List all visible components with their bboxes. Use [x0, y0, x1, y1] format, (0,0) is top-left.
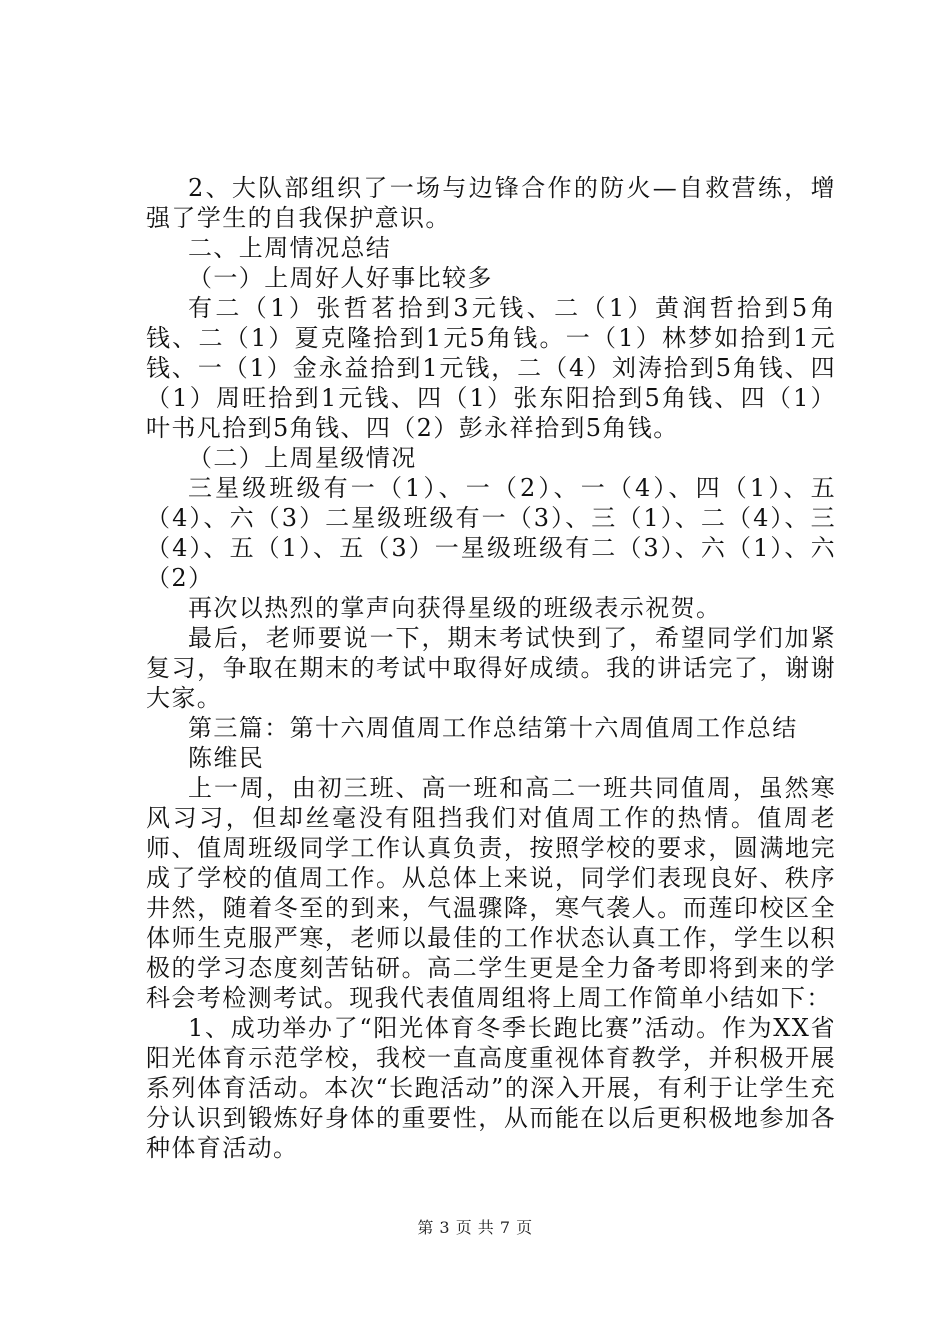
paragraph-congratulations: 再次以热烈的掌声向获得星级的班级表示祝贺。: [188, 594, 722, 622]
paragraph-winter-running-event: 1、成功举办了“阳光体育冬季长跑比赛”活动。作为XX省阳光体育示范学校，我校一直高度重视体育教学，并积极开展系列体育活动。本次“长跑活动”的深入开展，有利于让学生充分认识到锻炼好身体的重要性，从而能在以后更积极地参加各种体育活动。: [146, 1014, 836, 1162]
article-title-third: 第三篇：第十六周值周工作总结第十六周值周工作总结: [188, 714, 798, 742]
paragraph-star-ratings-list: 三星级班级有一（1）、一（2）、一（4）、四（1）、五（4）、六（3）二星级班级有一（3）、三（1）、二（4）、三（4）、五（1）、五（3）一星级班级有二（3）、六（1）、六（2）: [146, 474, 836, 592]
subheading-star-ratings: （二）上周星级情况: [188, 444, 417, 472]
subheading-good-deeds: （一）上周好人好事比较多: [188, 264, 493, 292]
paragraph-good-deeds-list: 有二（1）张哲茗拾到3元钱、二（1）黄润哲拾到5角钱、二（1）夏克隆拾到1元5角钱。一（1）林梦如拾到1元钱、一（1）金永益拾到1元钱，二（4）刘涛拾到5角钱、四（1）周旺拾到1元钱、四（1）张东阳拾到5角钱、四（1）叶书凡拾到5角钱、四（2）彭永祥拾到5角钱。: [146, 294, 836, 442]
paragraph-closing-remarks: 最后，老师要说一下，期末考试快到了，希望同学们加紧复习，争取在期末的考试中取得好成绩。我的讲话完了，谢谢大家。: [146, 624, 836, 712]
article-author: 陈维民: [188, 744, 265, 772]
document-body: [146, 173, 836, 1163]
paragraph-weekly-duty-summary: 上一周，由初三班、高一班和高二一班共同值周，虽然寒风习习，但却丝毫没有阻挡我们对值周工作的热情。值周老师、值周班级同学工作认真负责，按照学校的要求，圆满地完成了学校的值周工作。从总体上来说，同学们表现良好、秩序井然，随着冬至的到来，气温骤降，寒气袭人。而莲印校区全体师生克服严寒，老师以最佳的工作状态认真工作，学生以积极的学习态度刻苦钻研。高二学生更是全力备考即将到来的学科会考检测考试。现我代表值周组将上周工作简单小结如下：: [146, 774, 836, 1012]
page-number-footer: 第 3 页 共 7 页: [417, 1218, 533, 1237]
paragraph-fire-drill: 2、大队部组织了一场与边锋合作的防火—自救营练，增强了学生的自我保护意识。: [146, 174, 836, 232]
section-heading-last-week-summary: 二、上周情况总结: [188, 234, 392, 262]
